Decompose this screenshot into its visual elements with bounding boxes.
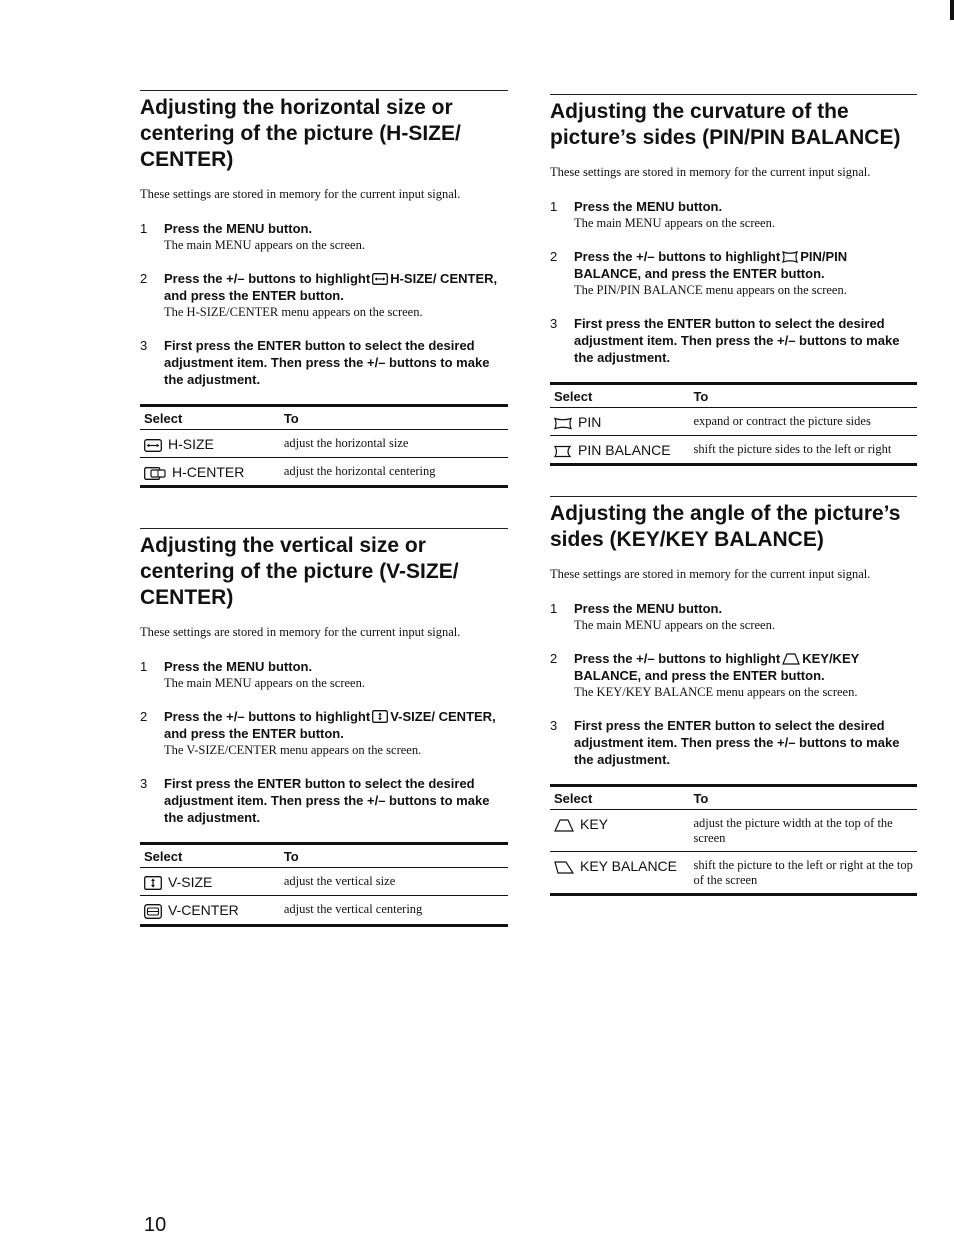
step-2 <box>140 270 508 321</box>
item-description: shift the picture sides to the left or right <box>689 436 917 465</box>
step-number: 2 <box>140 709 148 724</box>
item-description: adjust the horizontal centering <box>280 458 508 487</box>
page-number: 10 <box>144 1214 167 1236</box>
table-row <box>550 436 917 465</box>
step-number: 3 <box>140 776 148 791</box>
step-result: The main MENU appears on the screen. <box>574 618 775 632</box>
item-description: adjust the horizontal size <box>280 430 508 458</box>
table-row <box>550 408 917 436</box>
step-number: 1 <box>550 601 558 616</box>
step-instruction: First press the ENTER button to select the desired adjustment item. Then press the +/– buttons to make the adjustment. <box>574 316 900 365</box>
step-number: 1 <box>550 199 558 214</box>
section-h-size-center <box>140 90 508 488</box>
step-1 <box>550 198 917 232</box>
header-to: To <box>689 384 917 408</box>
step-number: 1 <box>140 659 148 674</box>
header-to: To <box>280 406 508 430</box>
step-1 <box>140 220 508 254</box>
section-title: Adjusting the angle of the picture’s sides (KEY/KEY BALANCE) <box>550 502 901 551</box>
section-intro: These settings are stored in memory for the current input signal. <box>550 165 871 179</box>
section-intro: These settings are stored in memory for the current input signal. <box>140 187 461 201</box>
key-icon <box>782 653 800 665</box>
step-result: The main MENU appears on the screen. <box>574 216 775 230</box>
section-rule <box>550 496 917 497</box>
select-table <box>550 784 917 896</box>
step-instruction: Press the +/– buttons to highlight PIN/PIN BALANCE, and press the ENTER button. <box>574 249 848 281</box>
section-key-balance <box>550 496 917 896</box>
section-pin-balance <box>550 94 917 466</box>
page-edge-mark <box>950 0 954 20</box>
table-row <box>550 852 917 895</box>
item-description: shift the picture to the left or right at the top of the screen <box>689 852 917 895</box>
pin-balance-icon <box>554 445 572 458</box>
h-center-icon <box>144 467 166 480</box>
header-to: To <box>280 844 508 868</box>
step-instruction: Press the MENU button. <box>574 601 723 616</box>
step-number: 3 <box>550 316 558 331</box>
step-instruction: First press the ENTER button to select the desired adjustment item. Then press the +/– buttons to make the adjustment. <box>164 338 490 387</box>
v-size-icon <box>144 876 162 890</box>
step-2 <box>140 708 508 759</box>
step-result: The H-SIZE/CENTER menu appears on the screen. <box>164 305 423 319</box>
step-result: The main MENU appears on the screen. <box>164 676 365 690</box>
section-intro: These settings are stored in memory for the current input signal. <box>550 567 871 581</box>
v-center-icon <box>144 904 162 919</box>
step-3 <box>140 775 508 826</box>
section-title: Adjusting the curvature of the picture’s sides (PIN/PIN BALANCE) <box>550 100 901 149</box>
item-description: adjust the vertical size <box>280 868 508 896</box>
step-number: 2 <box>140 271 148 286</box>
table-row <box>140 458 508 487</box>
step-instruction: Press the MENU button. <box>164 221 313 236</box>
item-name: H-CENTER <box>172 464 245 480</box>
key-balance-icon <box>554 861 574 874</box>
step-result: The PIN/PIN BALANCE menu appears on the screen. <box>574 283 847 297</box>
section-v-size-center <box>140 528 508 927</box>
step-number: 3 <box>550 718 558 733</box>
header-select: Select <box>550 384 689 408</box>
step-result: The KEY/KEY BALANCE menu appears on the screen. <box>574 685 858 699</box>
step-instruction: Press the +/– buttons to highlight H-SIZE/ CENTER, and press the ENTER button. <box>164 271 498 303</box>
select-table <box>550 382 917 466</box>
section-title: Adjusting the horizontal size or centering of the picture (H-SIZE/ CENTER) <box>140 96 461 171</box>
item-description: expand or contract the picture sides <box>689 408 917 436</box>
step-result: The main MENU appears on the screen. <box>164 238 365 252</box>
item-name: H-SIZE <box>168 436 214 452</box>
step-instruction: Press the MENU button. <box>164 659 313 674</box>
h-size-icon <box>144 439 162 452</box>
header-select: Select <box>140 406 280 430</box>
item-name: KEY <box>580 816 609 832</box>
step-number: 2 <box>550 249 558 264</box>
item-description: adjust the picture width at the top of the screen <box>689 810 917 852</box>
step-3 <box>550 315 917 366</box>
item-name: V-CENTER <box>168 902 239 919</box>
pin-icon <box>782 251 798 263</box>
section-rule <box>550 94 917 95</box>
item-name: KEY BALANCE <box>580 858 678 874</box>
step-instruction: Press the +/– buttons to highlight KEY/KEY BALANCE, and press the ENTER button. <box>574 651 860 683</box>
step-instruction: First press the ENTER button to select the desired adjustment item. Then press the +/– buttons to make the adjustment. <box>574 718 900 767</box>
select-table <box>140 842 508 927</box>
select-table <box>140 404 508 488</box>
item-name: PIN BALANCE <box>578 442 671 458</box>
header-select: Select <box>550 786 689 810</box>
step-2 <box>550 650 917 701</box>
item-name: PIN <box>578 414 602 430</box>
step-number: 2 <box>550 651 558 666</box>
step-instruction: Press the +/– buttons to highlight V-SIZE/ CENTER, and press the ENTER button. <box>164 709 496 741</box>
step-result: The V-SIZE/CENTER menu appears on the screen. <box>164 743 422 757</box>
item-description: adjust the vertical centering <box>280 896 508 926</box>
table-row <box>140 896 508 926</box>
section-intro: These settings are stored in memory for the current input signal. <box>140 625 461 639</box>
table-row <box>140 868 508 896</box>
step-1 <box>140 658 508 692</box>
header-to: To <box>689 786 917 810</box>
h-size-icon <box>372 273 388 285</box>
table-row <box>140 430 508 458</box>
step-number: 3 <box>140 338 148 353</box>
section-rule <box>140 90 508 91</box>
step-instruction: Press the MENU button. <box>574 199 723 214</box>
table-row <box>550 810 917 852</box>
step-number: 1 <box>140 221 148 236</box>
step-3 <box>550 717 917 768</box>
section-title: Adjusting the vertical size or centering of the picture (V-SIZE/ CENTER) <box>140 534 459 609</box>
v-size-icon <box>372 710 388 723</box>
pin-icon <box>554 417 572 430</box>
step-instruction: First press the ENTER button to select the desired adjustment item. Then press the +/– buttons to make the adjustment. <box>164 776 490 825</box>
header-select: Select <box>140 844 280 868</box>
section-rule <box>140 528 508 529</box>
step-3 <box>140 337 508 388</box>
key-icon <box>554 819 574 832</box>
step-2 <box>550 248 917 299</box>
item-name: V-SIZE <box>168 874 213 890</box>
step-1 <box>550 600 917 634</box>
